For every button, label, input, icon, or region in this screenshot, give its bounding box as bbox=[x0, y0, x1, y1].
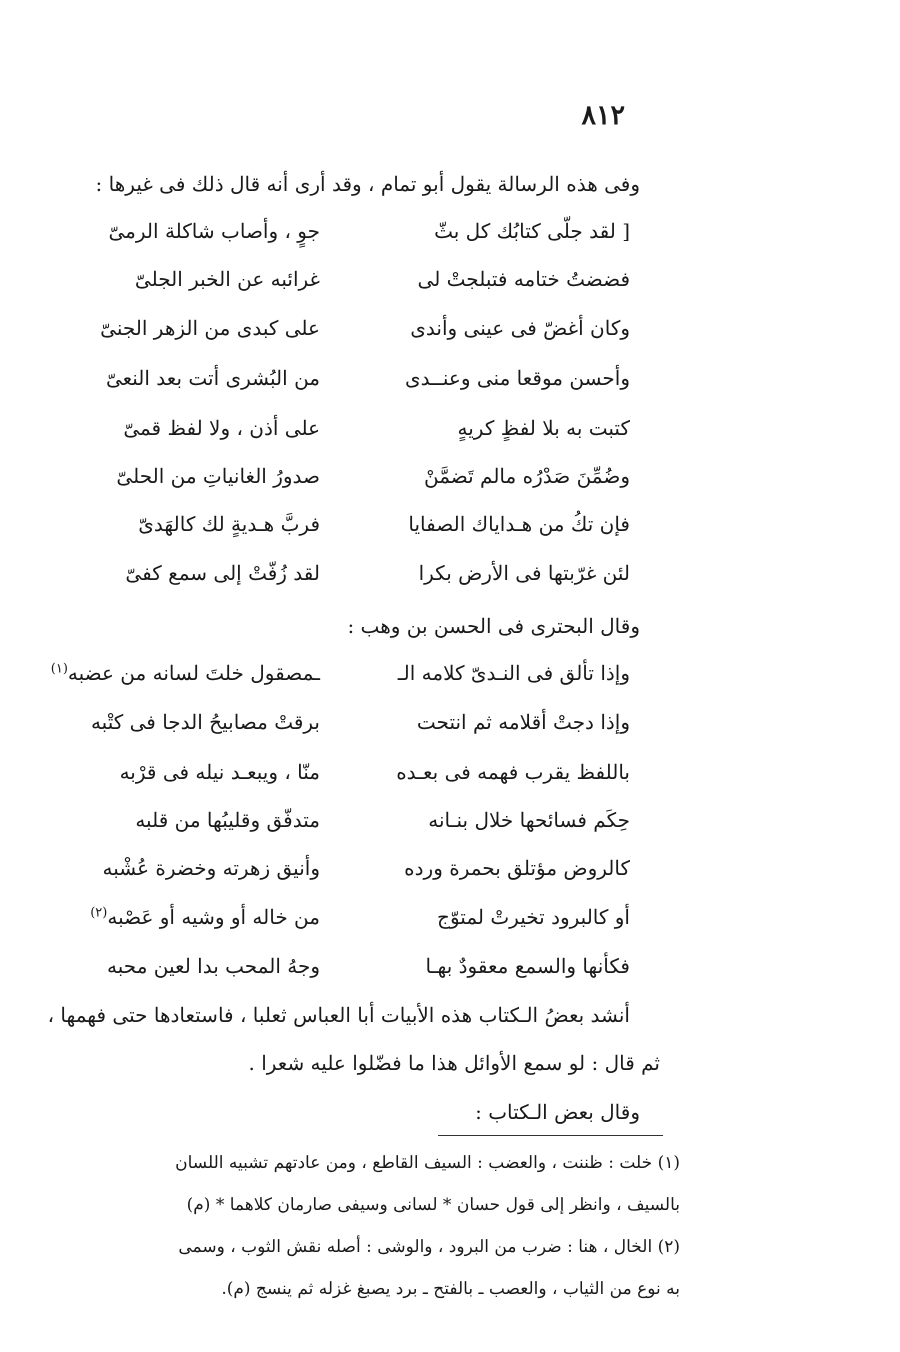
verse-first-hemistich: وكان أغضّ فى عينى وأندى bbox=[410, 316, 630, 340]
footnote-line: (١) خلت : ظننت ، والعضب : السيف القاطع ، ومن عادتهم تشبيه اللسان bbox=[175, 1153, 680, 1173]
verse-second-hemistich: برقتْ مصابيحُ الدجا فى كتْبه bbox=[90, 710, 320, 734]
verse-first-hemistich: فكأنها والسمع معقودٌ بهـا bbox=[425, 954, 630, 978]
verse-first-hemistich: أو كالبرود تخيرتْ لمتوّج bbox=[437, 905, 630, 929]
verse-second-hemistich: على كبدى من الزهر الجنىّ bbox=[100, 316, 320, 340]
poem1-verse bbox=[40, 366, 630, 410]
poem1-verse bbox=[40, 512, 630, 556]
verse-first-hemistich: فإن تكُ من هـداياك الصفايا bbox=[408, 512, 630, 536]
paragraph-line: ثم قال : لو سمع الأوائل هذا ما فضّلوا عليه شعرا . bbox=[248, 1051, 660, 1075]
verse-first-hemistich: باللفظ يقرب فهمه فى بعـده bbox=[396, 760, 630, 784]
verse-second-hemistich: من البُشرى أتت بعد النعىّ bbox=[105, 366, 320, 390]
verse-second-hemistich: غرائبه عن الخبر الجلىّ bbox=[134, 267, 320, 291]
verse-second-hemistich: وجهُ المحب بدا لعين محبه bbox=[107, 954, 320, 978]
poem1-verse bbox=[40, 561, 630, 605]
verse-first-hemistich: وضُمِّنَ صَدْرُه مالم تَضمَّنْ bbox=[423, 464, 630, 488]
footnote-line: (٢) الخال ، هنا : ضرب من البرود ، والوشى : أصله نقش الثوب ، وسمى bbox=[178, 1237, 680, 1257]
verse-first-hemistich: وإذا تألق فى النـدىّ كلامه الـ bbox=[397, 661, 630, 685]
poem1-verse bbox=[40, 316, 630, 360]
verse-second-hemistich bbox=[40, 905, 320, 929]
poem2-verse bbox=[40, 856, 630, 900]
footnote-divider bbox=[438, 1135, 663, 1136]
verse-first-hemistich: [ لقد جلّى كتابُك كل بثّ bbox=[434, 219, 630, 243]
poem1-verse bbox=[40, 219, 630, 263]
verse-first-hemistich: كتبت به بلا لفظٍ كريهٍ bbox=[457, 416, 630, 440]
verse-first-hemistich: وإذا دجتْ أقلامه ثم انتحت bbox=[416, 710, 630, 734]
verse-second-hemistich: وأنيق زهرته وخضرة عُشْبه bbox=[102, 856, 320, 880]
verse-second-hemistich: صدورُ الغانياتِ من الحلىّ bbox=[116, 464, 320, 488]
poem1-verse bbox=[40, 416, 630, 460]
verse-second-hemistich: على أذن ، ولا لفظ قمىّ bbox=[123, 416, 320, 440]
footnote-marker: (١) bbox=[50, 661, 68, 677]
poem2-verse bbox=[40, 760, 630, 804]
poem1-verse bbox=[40, 267, 630, 311]
verse-first-hemistich: كالروض مؤتلق بحمرة ورده bbox=[404, 856, 630, 880]
poem2-verse bbox=[40, 661, 630, 705]
section-intro: وقال بعض الـكتاب : bbox=[475, 1100, 640, 1124]
poem2-verse bbox=[40, 808, 630, 852]
verse-second-hemistich: جوٍ ، وأصاب شاكلة الرمىّ bbox=[108, 219, 320, 243]
paragraph-line: أنشد بعضُ الـكتاب هذه الأبيات أبا العباس ثعلبا ، فاستعادها حتى فهمها ، bbox=[47, 1003, 630, 1027]
verse-second-hemistich: فربَّ هـديةٍ لك كالهَدىّ bbox=[138, 512, 320, 536]
footnote-line: بالسيف ، وانظر إلى قول حسان * لسانى وسيفى صارمان كلاهما * (م) bbox=[186, 1195, 680, 1215]
verse-second-hemistich: متدفّق وقليبُها من قلبه bbox=[135, 808, 320, 832]
poem2-verse bbox=[40, 905, 630, 949]
verse-first-hemistich: حِكَم فسائحها خلال بنـانه bbox=[428, 808, 630, 832]
verse-second-hemistich: لقد زُفّتْ إلى سمع كفىّ bbox=[125, 561, 320, 585]
bohtori-intro: وقال البحترى فى الحسن بن وهب : bbox=[347, 614, 640, 638]
verse-first-hemistich: فضضتُ ختامه فتبلجتْ لى bbox=[417, 267, 630, 291]
verse-text: من خاله أو وشيه أو عَصْبه bbox=[107, 905, 320, 929]
verse-text: ـمصقول خلتَ لسانه من عضبه bbox=[67, 661, 320, 685]
footnote-line: به نوع من الثياب ، والعصب ـ بالفتح ـ برد يصبغ غزله ثم ينسج (م). bbox=[221, 1279, 680, 1299]
poem2-verse bbox=[40, 954, 630, 998]
poem2-verse bbox=[40, 710, 630, 754]
verse-first-hemistich: وأحسن موقعا منى وعنــدى bbox=[405, 366, 630, 390]
footnote-marker: (٢) bbox=[90, 905, 108, 921]
verse-second-hemistich bbox=[40, 661, 320, 685]
verse-second-hemistich: منّا ، ويبعـد نيله فى قرْبه bbox=[119, 760, 320, 784]
page-number: ٨١٢ bbox=[581, 100, 625, 131]
poem1-verse bbox=[40, 464, 630, 508]
verse-first-hemistich: لئن غرّبتها فى الأرض بكرا bbox=[418, 561, 630, 585]
intro-line: وفى هذه الرسالة يقول أبو تمام ، وقد أرى أنه قال ذلك فى غيرها : bbox=[95, 172, 640, 196]
